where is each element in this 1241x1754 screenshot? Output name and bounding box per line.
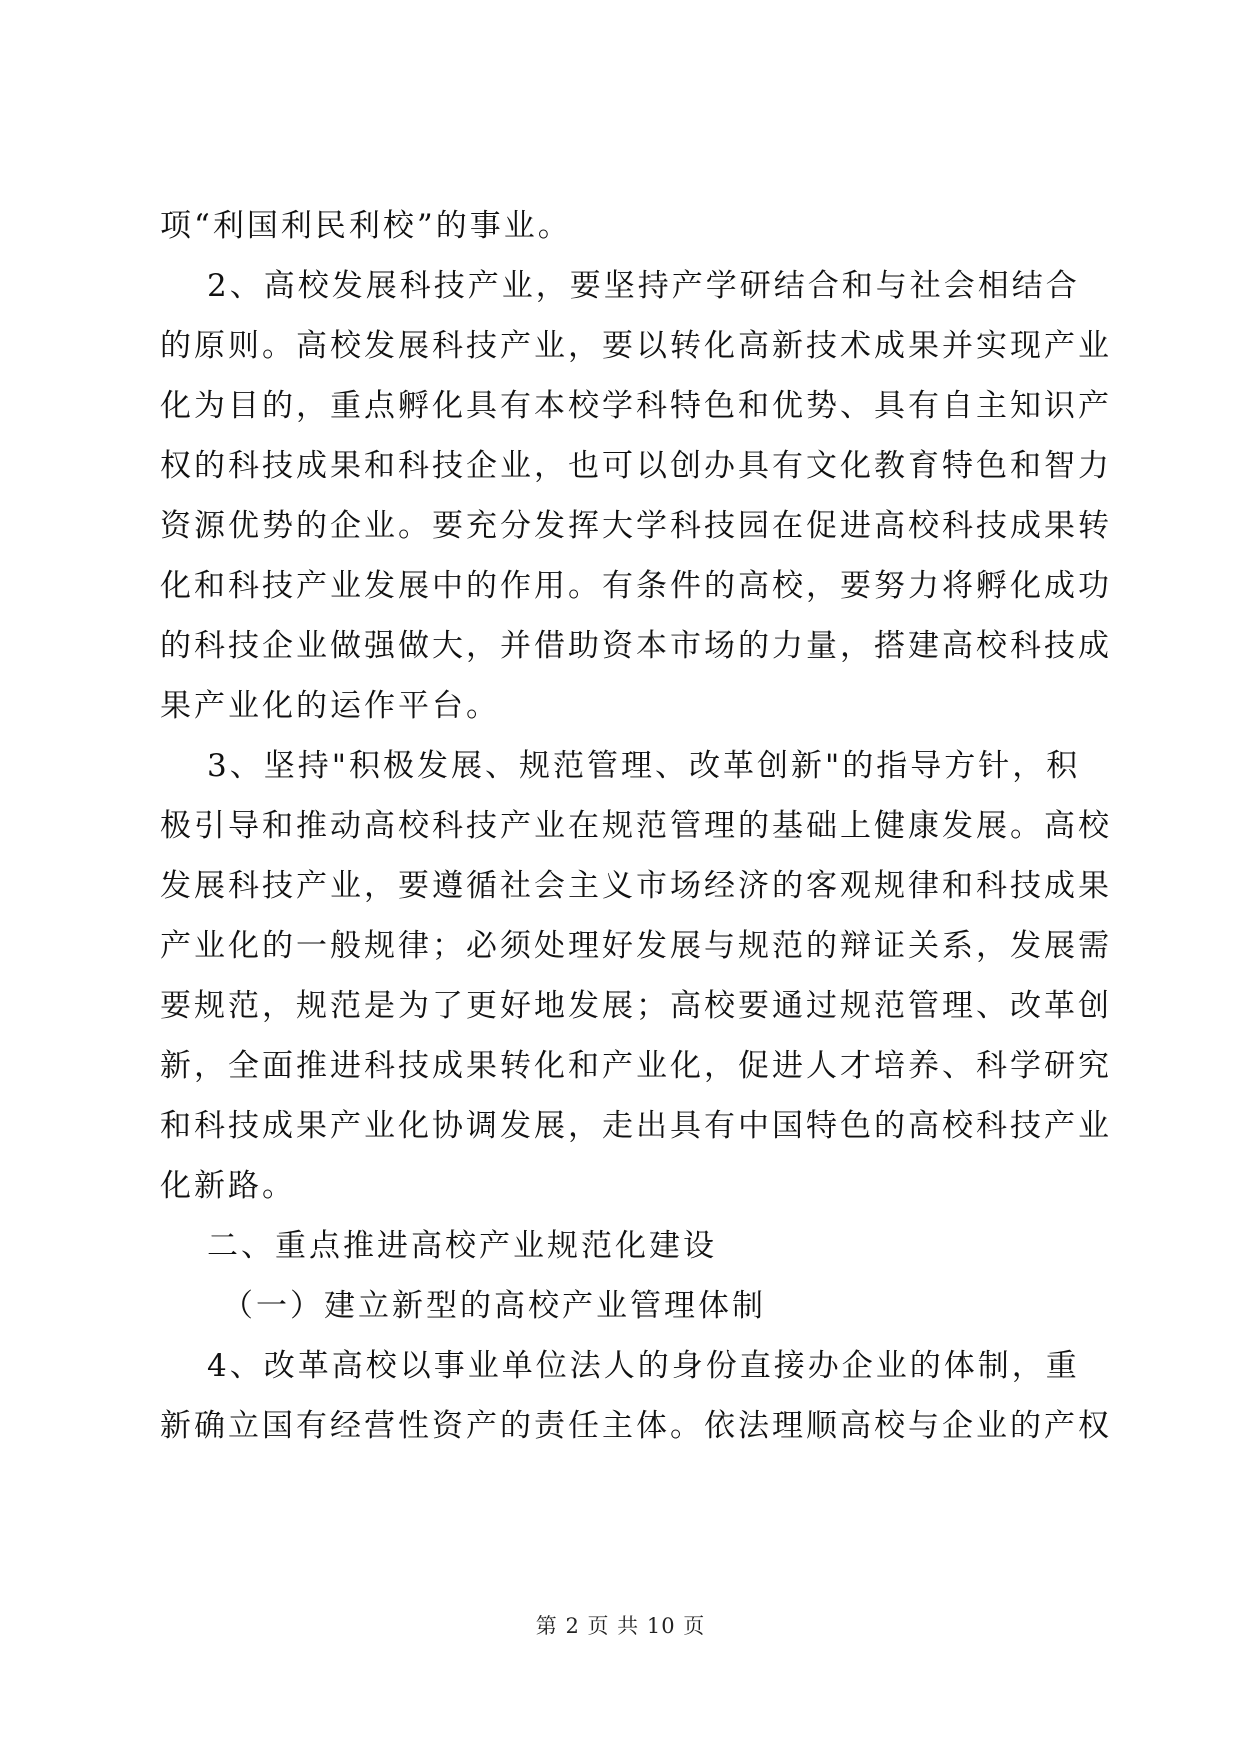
text-line: 项“利国利民利校”的事业。 bbox=[160, 208, 572, 244]
text-line: 化为目的，重点孵化具有本校学科特色和优势、具有自主知识产 bbox=[160, 388, 1112, 424]
text-line: 化和科技产业发展中的作用。有条件的高校，要努力将孵化成功 bbox=[160, 568, 1112, 604]
text-line: 的科技企业做强做大，并借助资本市场的力量，搭建高校科技成 bbox=[160, 628, 1112, 664]
text-line: 果产业化的运作平台。 bbox=[160, 688, 500, 724]
page-number-footer: 第 2 页 共 10 页 bbox=[535, 1614, 706, 1638]
text-line: 权的科技成果和科技企业，也可以创办具有文化教育特色和智力 bbox=[160, 448, 1112, 484]
text-line: 发展科技产业，要遵循社会主义市场经济的客观规律和科技成果 bbox=[160, 868, 1112, 904]
text-line: 化新路。 bbox=[160, 1168, 296, 1204]
text-line: 资源优势的企业。要充分发挥大学科技园在促进高校科技成果转 bbox=[160, 508, 1112, 544]
text-line: 2、高校发展科技产业，要坚持产学研结合和与社会相结合 bbox=[207, 268, 1080, 304]
subsection-heading: （一）建立新型的高校产业管理体制 bbox=[222, 1288, 766, 1324]
text-line: 和科技成果产业化协调发展，走出具有中国特色的高校科技产业 bbox=[160, 1108, 1112, 1144]
text-line: 新，全面推进科技成果转化和产业化，促进人才培养、科学研究 bbox=[160, 1048, 1112, 1084]
section-heading: 二、重点推进高校产业规范化建设 bbox=[207, 1228, 717, 1264]
text-line: 4、改革高校以事业单位法人的身份直接办企业的体制，重 bbox=[207, 1348, 1080, 1384]
text-line: 的原则。高校发展科技产业，要以转化高新技术成果并实现产业 bbox=[160, 328, 1112, 364]
text-line: 极引导和推动高校科技产业在规范管理的基础上健康发展。高校 bbox=[160, 808, 1112, 844]
text-line: 新确立国有经营性资产的责任主体。依法理顺高校与企业的产权 bbox=[160, 1408, 1112, 1444]
text-line: 3、坚持"积极发展、规范管理、改革创新"的指导方针，积 bbox=[207, 748, 1081, 784]
text-line: 要规范，规范是为了更好地发展；高校要通过规范管理、改革创 bbox=[160, 988, 1112, 1024]
text-line: 产业化的一般规律；必须处理好发展与规范的辩证关系，发展需 bbox=[160, 928, 1112, 964]
